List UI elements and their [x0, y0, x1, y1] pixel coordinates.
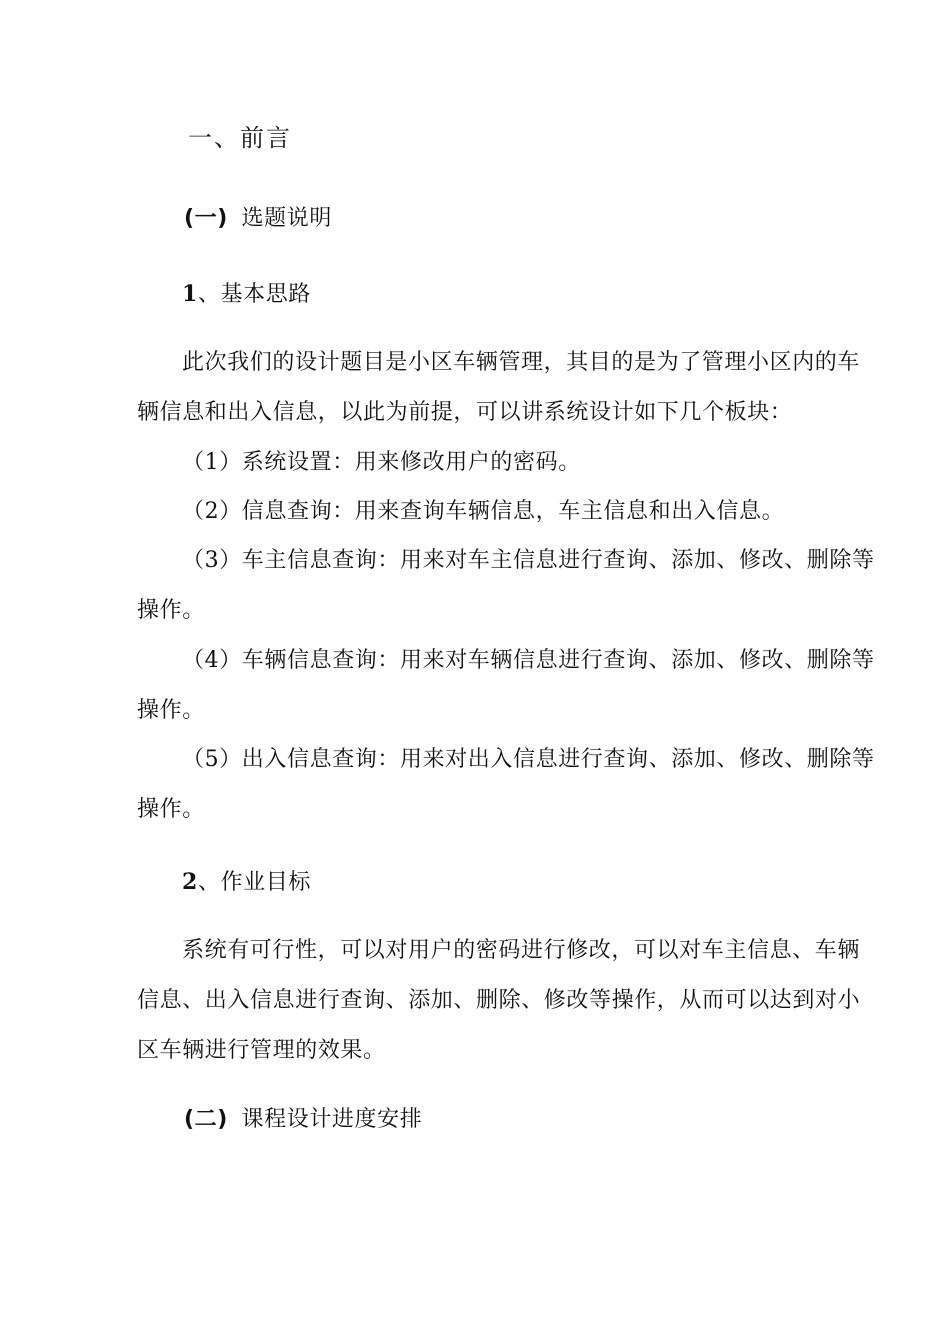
paragraph-line: 辆信息和出入信息，以此为前提，可以讲系统设计如下几个板块：	[137, 400, 793, 425]
paragraph-line: 此次我们的设计题目是小区车辆管理，其目的是为了管理小区内的车	[182, 350, 861, 375]
section-heading-1	[184, 208, 332, 230]
section-marker: (一)	[184, 206, 228, 231]
section-heading-2	[184, 1109, 422, 1131]
subsection-title: 、基本思路	[197, 282, 311, 307]
list-item-continuation: 操作。	[137, 797, 205, 822]
paragraph-line: 区车辆进行管理的效果。	[137, 1038, 386, 1063]
subsection-number: 2	[182, 869, 198, 895]
paragraph-line: 系统有可行性，可以对用户的密码进行修改，可以对车主信息、车辆	[182, 938, 861, 963]
list-item: （4）车辆信息查询：用来对车辆信息进行查询、添加、修改、删除等	[182, 648, 875, 673]
list-item: （1）系统设置：用来修改用户的密码。	[182, 450, 581, 475]
subsection-title: 、作业目标	[197, 870, 311, 895]
list-item: （3）车主信息查询：用来对车主信息进行查询、添加、修改、删除等	[182, 548, 875, 573]
list-item: （2）信息查询：用来查询车辆信息，车主信息和出入信息。	[182, 499, 785, 524]
section-title: 课程设计进度安排	[241, 1107, 423, 1132]
subsection-heading-2	[182, 871, 311, 894]
list-item-continuation: 操作。	[137, 698, 205, 723]
chapter-heading: 一、前言	[188, 124, 292, 152]
list-item: （5）出入信息查询：用来对出入信息进行查询、添加、修改、删除等	[182, 747, 875, 772]
subsection-number: 1	[182, 281, 198, 307]
subsection-heading-1	[182, 283, 311, 306]
section-marker: (二)	[184, 1107, 228, 1132]
paragraph-line: 信息、出入信息进行查询、添加、删除、修改等操作，从而可以达到对小	[137, 988, 861, 1013]
section-title: 选题说明	[241, 206, 332, 231]
list-item-continuation: 操作。	[137, 598, 205, 623]
